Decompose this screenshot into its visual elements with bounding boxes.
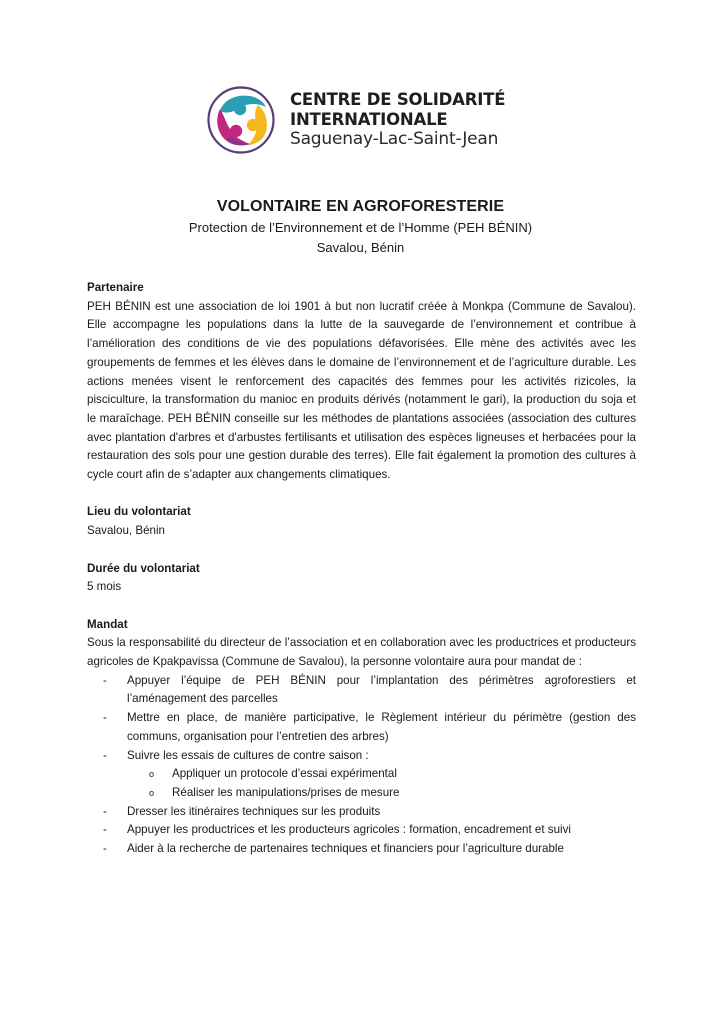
document-body xyxy=(87,279,636,877)
logo-wordmark xyxy=(290,92,505,148)
section-partenaire xyxy=(87,279,636,485)
dash-bullet-icon: - xyxy=(103,804,107,818)
circle-bullet-icon: o xyxy=(149,769,155,780)
list-item xyxy=(87,672,636,709)
list-item-text: Dresser les itinéraires techniques sur les produits xyxy=(127,804,381,818)
list-item-text: Suivre les essais de cultures de contre saison : xyxy=(127,748,369,762)
sub-list-item xyxy=(127,784,636,803)
list-item xyxy=(87,803,636,822)
sub-list-item-text: Appliquer un protocole d’essai expérimental xyxy=(172,767,397,781)
dash-bullet-icon: - xyxy=(103,711,107,725)
lieu-value: Savalou, Bénin xyxy=(87,524,165,538)
list-item-text: Mettre en place, de manière participative, le Règlement intérieur du périmètre (gestion des communs, organisation pour l’entretien des arbres) xyxy=(127,711,636,743)
list-item-text: Appuyer les productrices et les producteurs agricoles : formation, encadrement et suivi xyxy=(127,823,571,837)
mandat-list xyxy=(87,672,636,859)
list-item xyxy=(87,709,636,746)
sub-list-item-text: Réaliser les manipulations/prises de mesure xyxy=(172,785,400,799)
section-heading: Mandat xyxy=(87,617,128,631)
sub-list-item xyxy=(127,765,636,784)
list-item-text: Aider à la recherche de partenaires techniques et financiers pour l’agriculture durable xyxy=(127,842,564,856)
logo-line-2: INTERNATIONALE xyxy=(290,109,448,129)
circle-bullet-icon: o xyxy=(149,787,155,798)
section-lieu xyxy=(87,503,636,540)
list-item xyxy=(87,747,636,803)
section-mandat xyxy=(87,616,636,859)
document-location: Savalou, Bénin xyxy=(316,240,405,255)
section-duree xyxy=(87,560,636,597)
dash-bullet-icon: - xyxy=(103,823,107,837)
partner-organization-name: Protection de l’Environnement et de l’Homme (PEH BÉNIN) xyxy=(188,220,533,235)
dash-bullet-icon: - xyxy=(103,673,107,687)
dash-bullet-icon: - xyxy=(103,842,107,856)
title-block xyxy=(0,196,721,258)
dash-bullet-icon: - xyxy=(103,748,107,762)
document-title: VOLONTAIRE EN AGROFORESTERIE xyxy=(216,198,505,215)
csi-logo-circle-people-icon xyxy=(206,85,276,155)
list-item xyxy=(87,840,636,859)
logo-line-3: Saguenay-Lac-Saint-Jean xyxy=(290,129,499,149)
organization-logo xyxy=(206,84,505,156)
mandat-intro: Sous la responsabilité du directeur de l’association et en collaboration avec les productrices et producteurs agricoles de Kpakpavissa (Commune de Savalou), la personne volontaire aura pour mandat de : xyxy=(87,636,636,669)
sub-list xyxy=(127,765,636,802)
partenaire-paragraph: PEH BÉNIN est une association de loi 1901 à but non lucratif créée à Monkpa (Commune de Savalou). Elle accompagne les populations dans la lutte de la sauvegarde de l’environnement et contribue à l’amélioration des conditions de vie des populations défavorisées. Elle mène des activités avec les groupements de femmes et les élèves dans le domaine de l’environnement et de l’agriculture durable. Les actions menées visent le renforcement des capacités des femmes pour les activités rizicoles, la pisciculture, la transformation du manioc en produits dérivés (notamment le gari), la production du soja et le maraîchage. PEH BÉNIN conseille sur les méthodes de plantations associées (association des cultures avec plantation d'arbres et d'arbustes fertilisants et utilisation des espèces ligneuses et herbacées pour la restauration des sols pour une gestion durable des terres). Elle fait également la promotion des cultures à cycle court afin de s’adapter aux changements climatiques. xyxy=(87,299,636,482)
section-heading: Partenaire xyxy=(87,281,144,294)
duree-value: 5 mois xyxy=(87,580,122,594)
logo-line-1: CENTRE DE SOLIDARITÉ xyxy=(290,90,506,109)
section-heading: Lieu du volontariat xyxy=(87,505,191,519)
list-item-text: Appuyer l’équipe de PEH BÉNIN pour l’implantation des périmètres agroforestiers et l’aménagement des parcelles xyxy=(127,673,636,706)
list-item xyxy=(87,821,636,840)
section-heading: Durée du volontariat xyxy=(87,561,200,575)
